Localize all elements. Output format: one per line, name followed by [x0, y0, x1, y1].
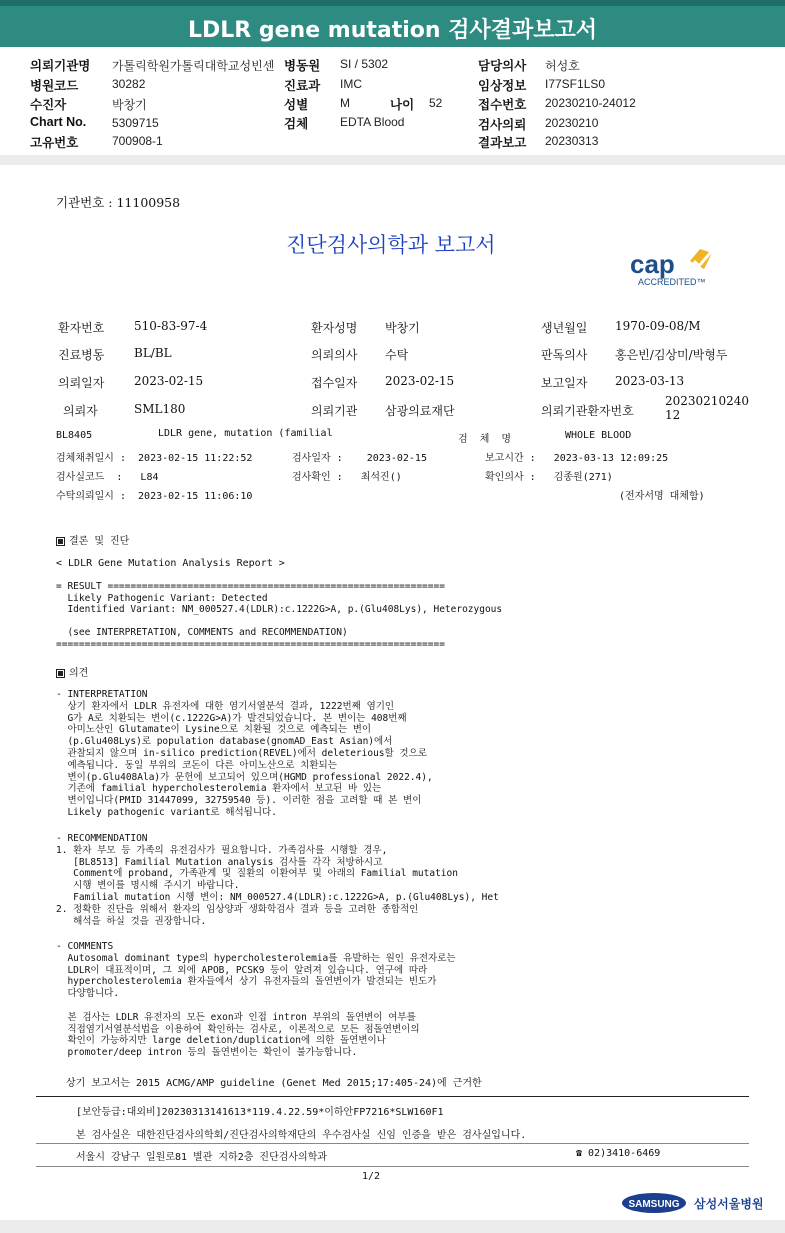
esign-note: (전자서명 대체함) — [619, 491, 705, 502]
hdr-key: 수진자 — [30, 98, 67, 112]
recommendation-block: - RECOMMENDATION 1. 환자 부모 등 가족의 유전검사가 필요합니다. 가족검사를 시행할 경우, [BL8513] Familial Mutation analysis 검사를 각각 처방하시고 Comment에 proband, 가족관계 및 질환의 이환여부 및 아래의 Familial mutation 시행 변이를 명시해 주시기 바랍니다. Familial mutation 시행 변이: NM_000527.4(LDLR):c.1222G>A, p.(Glu408Lys), Het 2. 정확한 진단을 위해서 환자의 임상양과 생화학검사 결과 등을 고려한 종합적인 해석을 하실 것을 권장합니다. — [56, 833, 499, 927]
meta-line: 확인의사 : 김종원(271) — [485, 472, 613, 483]
info-key: 보고일자 — [541, 376, 588, 390]
hdr-val: I77SF1LS0 — [545, 77, 606, 91]
footer-rule — [36, 1166, 749, 1167]
info-val: 박창기 — [385, 321, 420, 335]
hdr-key: 성별 — [284, 98, 309, 112]
hdr-val: SI / 5302 — [340, 57, 389, 71]
banner-title: LDLR gene mutation 검사결과보고서 — [187, 18, 597, 43]
hdr-val: 20230210-24012 — [545, 96, 636, 110]
hdr-key: 검사의뢰 — [478, 118, 527, 132]
hdr-val: 52 — [429, 96, 443, 110]
info-val: 수탁 — [385, 348, 409, 362]
footer-rule — [36, 1143, 749, 1144]
meta-line: 검사실코드 : L84 — [56, 472, 159, 483]
test-name: LDLR gene, mutation (familial — [158, 428, 333, 439]
page-number: 1/2 — [362, 1171, 381, 1182]
certification-line: 본 검사실은 대한진단검사의학회/진단검사의학재단의 우수검사실 신임 인증을 받은 검사실입니다. — [76, 1130, 527, 1141]
hdr-val: 700908-1 — [112, 134, 163, 148]
info-val: BL/BL — [134, 346, 172, 360]
info-val: 1970-09-08/M — [615, 319, 701, 333]
cap-text: cap — [630, 249, 675, 279]
phone-line: ☎ 02)3410-6469 — [576, 1148, 661, 1159]
info-key: 진료병동 — [58, 348, 105, 362]
test-code: BL8405 — [56, 430, 93, 441]
report-banner — [0, 0, 785, 47]
info-val: 삼광의료재단 — [385, 404, 455, 418]
section-square-icon — [56, 537, 65, 546]
hdr-key: 결과보고 — [478, 136, 527, 150]
hdr-key: 진료과 — [284, 79, 321, 93]
section-opinion — [56, 664, 88, 679]
hdr-val: 5309715 — [112, 116, 159, 130]
hdr-val: IMC — [340, 77, 362, 91]
hdr-key: 병원코드 — [30, 79, 79, 93]
hdr-key: 담당의사 — [478, 59, 527, 73]
report-subhead: < LDLR Gene Mutation Analysis Report > — [56, 558, 285, 569]
section-square-icon — [56, 669, 65, 678]
hdr-key: Chart No. — [30, 115, 87, 129]
hdr-key: 나이 — [390, 98, 415, 112]
bottom-bar — [0, 1220, 785, 1233]
summary-header — [0, 52, 785, 152]
interpretation-block: - INTERPRETATION 상기 환자에서 LDLR 유전자에 대한 염기서열분석 결과, 1222번째 염기인 G가 A로 치환되는 변이(c.1222G>A)가 발견되었습니다. 본 변이는 408번째 아미노산인 Glutamate이 Lysine으로 치환될 것으로 예측되는 변이 (p.Glu408Lys)로 population database(gnomAD_East Asian)에서 관찰되지 않으며 in-silico prediction(REVEL)에서 deleterious할 것으로 예측됩니다. 동일 부위의 코돈이 다른 아미노산으로 치환되는 변이(p.Glu408Ala)가 문헌에 보고되어 있으며(HGMD professional 2022.4), 기존에 familial hypercholesterolemia 환자에서 보고된 바 있는 변이입니다(PMID 31447099, 32759540 등). 이러한 점을 고려할 때 본 변이 Likely pathogenic variant로 해석됩니다. — [56, 689, 433, 818]
footer-rule — [36, 1096, 749, 1097]
meta-line: 검사일자 : 2023-02-15 — [292, 453, 427, 464]
comments-block: - COMMENTS Autosomal dominant type의 hypercholesterolemia를 유발하는 원인 유전자로는 LDLR이 대표적이며, 그 외에 APOB, PCSK9 등이 알려져 있습니다. 연구에 따라 hypercholesterolemia 환자들에서 상기 유전자들의 돌연변이가 발견되는 빈도가 다양합니다. 본 검사는 LDLR 유전자의 모든 exon과 인접 intron 부위의 돌연변이 여부를 직접염기서열분석법을 이용하여 확인하는 검사로, 이론적으로 모든 점돌연변이의 확인이 가능하지만 large deletion/duplication에 의한 돌연변이나 promoter/deep intron 등의 돌연변이는 확인이 불가능합니다. — [56, 941, 456, 1059]
info-val: 2023-03-13 — [615, 374, 685, 388]
hdr-val: 20230313 — [545, 134, 599, 148]
hdr-val: M — [340, 96, 350, 110]
hdr-key: 고유번호 — [30, 136, 79, 150]
meta-line: 보고시간 : 2023-03-13 12:09:25 — [485, 453, 669, 464]
hdr-key: 임상정보 — [478, 79, 527, 93]
specimen-key: 검 체 명 — [458, 434, 512, 445]
info-key: 의뢰기관환자번호 — [541, 404, 634, 418]
separator — [0, 155, 785, 165]
org-number: 기관번호 : 11100958 — [56, 195, 181, 210]
info-val: 2023-02-15 — [134, 374, 204, 388]
meta-line: 수탁의뢰일시 : 2023-02-15 11:06:10 — [56, 491, 253, 502]
result-block: = RESULT =========================================================== Likely Pathogenic Variant: Detected Identified Variant: NM_000527.4(LDLR):c.1222G>A, p.(Glu408Lys), Heterozygous (see INTERPRETATION, COMMENTS and RECOMMENDATION) ==================================================================== — [56, 581, 503, 650]
hdr-val: 허성호 — [545, 59, 580, 73]
info-val: SML180 — [134, 402, 186, 416]
specimen-val: WHOLE BLOOD — [565, 430, 632, 441]
address-line: 서울시 강남구 일원로81 별관 지하2층 진단검사의학과 — [76, 1152, 328, 1163]
hdr-key: 검체 — [284, 117, 309, 131]
hdr-key: 접수번호 — [478, 98, 527, 112]
cap-accredited-logo — [628, 243, 728, 287]
section-title: 결론 및 진단 — [69, 536, 130, 547]
report-document — [0, 165, 785, 1220]
info-val: 2023021024012 — [665, 394, 749, 422]
info-key: 의뢰의사 — [311, 348, 358, 362]
section-conclusion — [56, 532, 129, 547]
info-key: 생년월일 — [541, 321, 588, 335]
info-key: 의뢰기관 — [311, 404, 358, 418]
info-key: 환자성명 — [311, 321, 358, 335]
info-val: 홍은빈/김상미/박형두 — [615, 348, 728, 362]
security-line: [보안등급:대외비]20230313141613*119.4.22.59*이하안FP7216*SLW160F1 — [76, 1107, 444, 1118]
samsung-hospital-logo — [622, 1190, 762, 1220]
hospital-name: 삼성서울병원 — [694, 1197, 762, 1211]
report-title: 진단검사의학과 보고서 — [286, 233, 496, 257]
hdr-val: 20230210 — [545, 116, 599, 130]
cap-sub: ACCREDITED™ — [638, 277, 706, 287]
hdr-val: EDTA Blood — [340, 115, 405, 129]
info-key: 의뢰자 — [63, 404, 98, 418]
info-val: 2023-02-15 — [385, 374, 455, 388]
info-key: 판독의사 — [541, 348, 588, 362]
meta-line: 검사확인 : 최석진() — [292, 472, 402, 483]
guideline-note: 상기 보고서는 2015 ACMG/AMP guideline (Genet Med 2015;17:405-24)에 근거한 — [66, 1078, 482, 1089]
meta-line: 검체채취일시 : 2023-02-15 11:22:52 — [56, 453, 253, 464]
hdr-val: 가톨릭학원가톨릭대학교성빈센 — [112, 59, 275, 73]
section-title: 의견 — [69, 668, 89, 679]
samsung-text: SAMSUNG — [628, 1199, 680, 1210]
hdr-key: 의뢰기관명 — [30, 59, 91, 73]
info-key: 환자번호 — [58, 321, 105, 335]
hdr-key: 병동원 — [284, 59, 321, 73]
hdr-val: 30282 — [112, 77, 146, 91]
info-val: 510-83-97-4 — [134, 319, 208, 333]
info-key: 의뢰일자 — [58, 376, 105, 390]
hdr-val: 박창기 — [112, 98, 147, 112]
info-key: 접수일자 — [311, 376, 358, 390]
